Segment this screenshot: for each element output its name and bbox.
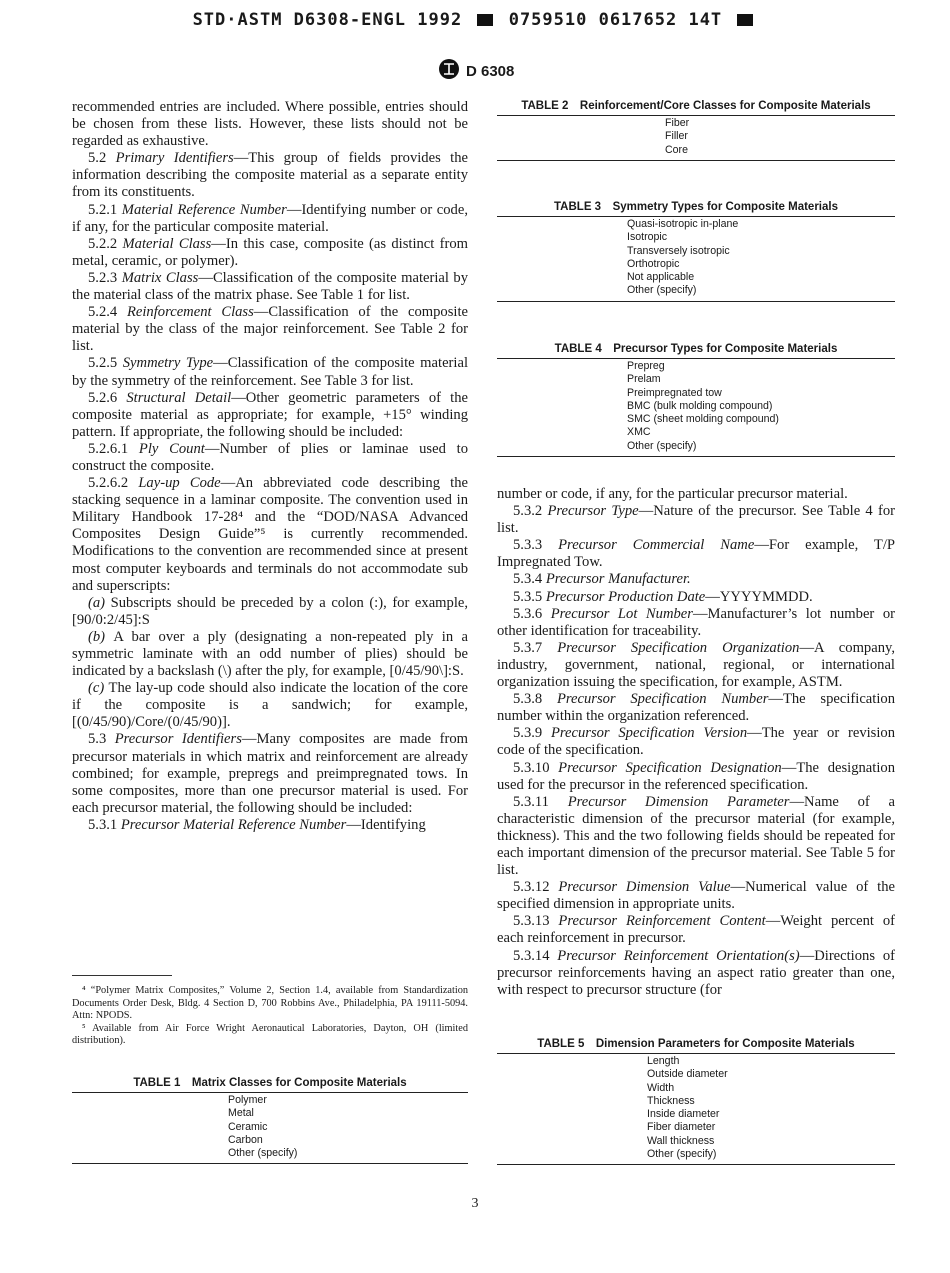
field-term: Primary Identifiers [115, 150, 234, 167]
table-row: Prepreg [627, 360, 665, 372]
table-row: Wall thickness [647, 1134, 715, 1147]
paragraph-text: —A company, industry, government, national, regional, or international organization issuing the specification, for example, ASTM. [497, 639, 895, 691]
section-number: 5.3.10 [513, 759, 559, 776]
field-term: Structural Detail [126, 389, 232, 406]
footnote-rule [72, 975, 172, 976]
paragraph [72, 99, 468, 150]
section-number: 5.2.6 [88, 389, 127, 406]
field-term: Precursor Reinforcement Orientation(s) [557, 947, 800, 964]
table-4 [497, 340, 895, 457]
right-column [497, 486, 895, 999]
section-number: 5.3.6 [513, 605, 551, 622]
paragraph-text: —This group of fields provides the information describing the composite material as a separate entity from its constituents. [72, 150, 469, 201]
section-number: 5.3.3 [513, 537, 559, 554]
paragraph [497, 913, 895, 947]
paragraph-text: —Number of plies or laminae used to construct the composite. [72, 440, 469, 474]
section-number: 5.3.1 [88, 816, 121, 833]
doc-code: STD·ASTM D6308-ENGL 1992 [192, 10, 463, 30]
table-label: TABLE 1 [133, 1077, 181, 1089]
paragraph-text: —Nature of the precursor. See Table 4 for list. [497, 503, 895, 537]
paragraph [497, 589, 895, 606]
section-number: 5.2.1 [88, 201, 122, 218]
paragraph-text: —Classification of the composite material by the class of the major reinforcement. See Table 2 for list. [72, 304, 468, 355]
section-number: 5.2.3 [88, 269, 122, 286]
paragraph-text: —Other geometric parameters of the composite material as appropriate; for example, +15° winding pattern. If appropriate, the following should be included: [72, 389, 468, 440]
section-number: 5.2.4 [88, 304, 127, 321]
section-number: (c) [88, 680, 109, 697]
table-row: Inside diameter [647, 1108, 720, 1121]
paragraph [72, 680, 468, 731]
paragraph [497, 486, 895, 503]
table-bottom-rule [72, 1163, 468, 1164]
table-caption [72, 1074, 468, 1092]
section-number: 5.3.11 [513, 793, 568, 810]
field-term: Precursor Specification Version [550, 725, 748, 742]
paragraph-text: —An abbreviated code describing the stacking sequence in a laminar composite. The convention used in Military Handbook 17-28⁴ and the “DOD/NASA Advanced Composites Design Guide”⁵ is currently recommended. Modifications to the convention are recommended since at present most computer keyboards and terminals do not accommodate sub and superscripts: [72, 475, 468, 594]
paragraph [497, 725, 895, 759]
paragraph [497, 691, 895, 725]
table-1 [72, 1074, 468, 1164]
barcode-text: 0759510 0617652 14T [508, 10, 723, 30]
table-row: Other (specify) [627, 439, 697, 452]
section-number: 5.2.2 [88, 235, 123, 252]
table-caption [497, 340, 895, 358]
paragraph-text: —Identifying [346, 816, 426, 833]
field-term: Precursor Dimension Parameter [567, 793, 790, 810]
section-number: 5.2 [88, 150, 116, 167]
table-row: Transversely isotropic [627, 244, 730, 257]
section-number: 5.2.6.2 [88, 475, 139, 492]
paragraph [72, 731, 468, 816]
paragraph [497, 948, 895, 999]
paragraph [497, 606, 895, 640]
field-term: Precursor Specification Number [556, 691, 769, 708]
table-row: Other (specify) [228, 1147, 298, 1160]
paragraph [72, 629, 468, 680]
section-number: 5.3.14 [513, 947, 558, 964]
paragraph-text: —The year or revision code of the specification. [497, 725, 896, 759]
table-bottom-rule [497, 160, 895, 161]
footnote: ⁵ Available from Air Force Wright Aeronautical Laboratories, Dayton, OH (limited distribution). [72, 1022, 468, 1046]
paragraph [497, 760, 895, 794]
section-number: 5.2.5 [88, 355, 123, 372]
paragraph [72, 150, 468, 201]
black-bar-mark [477, 14, 493, 26]
table-label: TABLE 4 [554, 343, 602, 355]
table-title: Reinforcement/Core Classes for Composite Materials [579, 100, 871, 112]
table-row: BMC (bulk molding compound) [627, 399, 773, 412]
field-term: Precursor Type [547, 503, 639, 520]
paragraph [72, 475, 468, 595]
page-header [0, 10, 950, 30]
field-term: Material Reference Number [121, 201, 287, 218]
table-5 [497, 1035, 895, 1165]
table-caption [497, 198, 895, 216]
table-row: Preimpregnated tow [627, 386, 722, 399]
paragraph [72, 270, 468, 304]
table-title: Symmetry Types for Composite Materials [612, 201, 838, 213]
field-term: Material Class [122, 235, 212, 252]
table-title: Precursor Types for Composite Materials [613, 343, 838, 355]
paragraph-text: —Numerical value of the specified dimension in appropriate units. [497, 879, 895, 913]
table-row: Ceramic [228, 1120, 268, 1133]
table-row: Other (specify) [647, 1148, 717, 1161]
paragraph-text: —Identifying number or code, if any, for the particular composite material. [72, 201, 468, 235]
paragraph-text: The lay-up code should also indicate the location of the core if the composite is a sandwich; for example, [(0/45/90)/Core/(0/45/90)]. [72, 680, 468, 731]
section-number: 5.3.13 [513, 913, 559, 930]
paragraph [497, 640, 895, 691]
paragraph-text: —For example, T/P Impregnated Tow. [497, 537, 895, 571]
paragraph [72, 441, 468, 475]
table-title: Dimension Parameters for Composite Materials [595, 1038, 855, 1050]
section-number: 5.3.5 [513, 588, 546, 605]
paragraph-text: recommended entries are included. Where possible, entries should be chosen from these lists. However, these lists should not be regarded as exhaustive. [72, 99, 468, 150]
field-term: Precursor Identifiers [114, 731, 242, 748]
field-term: Matrix Class [121, 269, 199, 286]
table-row: Not applicable [627, 271, 695, 284]
table-row: Metal [228, 1107, 254, 1120]
field-term: Precursor Lot Number [550, 605, 693, 622]
paragraph [72, 355, 468, 389]
table-row: Thickness [647, 1094, 695, 1107]
table-3 [497, 198, 895, 302]
paragraph [497, 794, 895, 879]
section-number: 5.3.9 [513, 725, 551, 742]
paragraph [72, 304, 468, 355]
section-number: 5.3.4 [513, 571, 546, 588]
table-label: TABLE 5 [537, 1038, 585, 1050]
field-term: Reinforcement Class [126, 304, 254, 321]
field-term: Ply Count [138, 440, 205, 457]
field-term: Precursor Specification Organization [557, 639, 800, 656]
section-number: (a) [88, 594, 111, 611]
table-row: Isotropic [627, 231, 668, 244]
table-row: Quasi-isotropic in-plane [627, 218, 739, 230]
paragraph [72, 390, 468, 441]
field-term: Precursor Dimension Value [558, 879, 731, 896]
paragraph [497, 879, 895, 913]
left-column [72, 99, 468, 834]
section-number: 5.3 [88, 731, 115, 748]
table-label: TABLE 3 [554, 201, 602, 213]
paragraph [72, 595, 468, 629]
table-caption [497, 97, 895, 115]
field-term: Precursor Material Reference Number [120, 816, 347, 833]
table-row: SMC (sheet molding compound) [627, 413, 779, 426]
section-number: 5.2.6.1 [88, 440, 139, 457]
field-term: Precursor Commercial Name [558, 537, 755, 554]
paragraph-text: —Many composites are made from precursor materials in which matrix and reinforcement are already combined; for example, prepregs and preimpregnated tows. In some composites, more than one precursor material is used. For each precursor material, the following should be included: [72, 731, 469, 816]
paragraph-text: —Manufacturer’s lot number or other identification for traceability. [497, 605, 895, 639]
table-title: Matrix Classes for Composite Materials [191, 1077, 407, 1089]
footnotes [72, 985, 468, 1048]
paragraph-text: —The designation used for the precursor in the referenced specification. [497, 759, 895, 793]
paragraph-text: Subscripts should be preceded by a colon (:), for example, [90/0:2/45]:S [72, 594, 468, 628]
section-number: (b) [88, 628, 114, 645]
page-number: 3 [471, 1196, 479, 1211]
paragraph-text: —Classification of the composite material by the symmetry of the reinforcement. See Table 3 for list. [72, 355, 468, 389]
footnote: ⁴ “Polymer Matrix Composites,” Volume 2, Section 1.4, available from Standardization Documents Order Desk, Bldg. 4 Section D, 700 Robbins Ave., Philadelphia, PA 19111-5094. Attn: NPODS. [72, 985, 468, 1021]
section-number: 5.3.7 [513, 639, 558, 656]
table-2 [497, 97, 895, 161]
table-bottom-rule [497, 456, 895, 457]
table-row: Outside diameter [647, 1068, 728, 1081]
paragraph-text: —YYYYMMDD. [705, 588, 813, 605]
paragraph-text: —Name of a characteristic dimension of the precursor material (for example, thickness). This and the two following fields should be repeated for each important dimension of the precursor material. See Table 5 for list. [497, 793, 895, 879]
table-row: Polymer [228, 1094, 267, 1106]
paragraph-text: —The specification number within the organization referenced. [497, 691, 895, 725]
table-row: Prelam [627, 373, 661, 386]
section-number: 5.3.12 [513, 879, 559, 896]
paragraph-text: —In this case, composite (as distinct from metal, ceramic, or polymer). [72, 235, 468, 269]
section-number: 5.3.8 [513, 691, 557, 708]
paragraph [497, 571, 895, 588]
field-term: Symmetry Type [122, 355, 214, 372]
field-term: Lay-up Code [138, 475, 221, 492]
table-row: Length [647, 1055, 680, 1067]
table-label: TABLE 2 [521, 100, 569, 112]
table-row: Orthotropic [627, 257, 680, 270]
table-row: Width [647, 1081, 675, 1094]
black-bar-mark [737, 14, 753, 26]
field-term: Precursor Specification Designation [558, 759, 782, 776]
table-bottom-rule [497, 1164, 895, 1165]
paragraph [72, 202, 468, 236]
table-row: XMC [627, 426, 651, 439]
section-number: 5.3.2 [513, 503, 548, 520]
astm-logo-icon [438, 58, 460, 84]
table-row: Filler [665, 130, 688, 143]
paragraph-text: —Classification of the composite material by the material class of the matrix phase. See Table 1 for list. [72, 269, 468, 304]
table-bottom-rule [497, 301, 895, 302]
paragraph-text: A bar over a ply (designating a non-repeated ply in a symmetric laminate with an odd number of plies) should be indicated by a backslash (\) after the ply, for example, [0/45/90\]:S. [72, 628, 468, 680]
table-row: Fiber [665, 117, 690, 129]
paragraph-text: —Weight percent of each reinforcement in precursor. [497, 913, 896, 947]
standard-designation [438, 58, 514, 84]
paragraph [497, 537, 895, 571]
paragraph [497, 503, 895, 537]
table-row: Carbon [228, 1133, 263, 1146]
table-row: Core [665, 143, 688, 156]
field-term: Precursor Production Date [545, 588, 706, 605]
table-row: Other (specify) [627, 284, 697, 297]
field-term: Precursor Manufacturer. [545, 571, 691, 588]
table-row: Fiber diameter [647, 1121, 716, 1134]
paragraph-text: number or code, if any, for the particular precursor material. [497, 486, 848, 502]
paragraph [72, 817, 468, 834]
table-caption [497, 1035, 895, 1053]
paragraph-text: —Directions of precursor reinforcements having an aspect ratio greater than one, with respect to precursor structure (for [497, 947, 895, 998]
standard-number: D 6308 [466, 62, 515, 80]
paragraph [72, 236, 468, 270]
field-term: Precursor Reinforcement Content [558, 913, 766, 930]
